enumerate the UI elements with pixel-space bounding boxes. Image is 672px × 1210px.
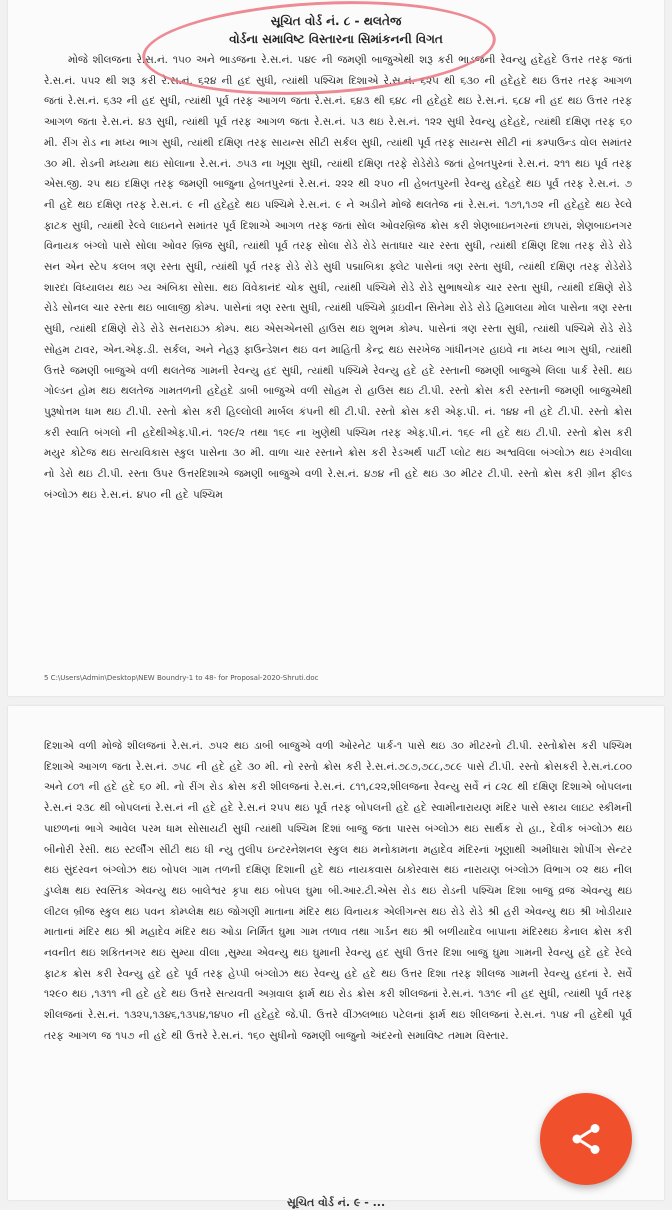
title-block — [8, 0, 664, 48]
share-button[interactable] — [540, 1093, 632, 1185]
document-title: સૂચિત વોર્ડ નં. ૮ - થલતેજ — [270, 14, 402, 28]
footer-file-path: 5 C:\Users\Admin\Desktop\NEW Boundry-1 to 48- for Proposal-2020-Shruti.doc — [44, 674, 319, 682]
boundary-description-paragraph: મોજે શીલજના રે.સ.નં. ૧૫૦ અને ભાડજના રે.સ.નં. ૫૪૯ ની જમણી બાજુએથી શરૂ કરી ભાડજની રેવન્યુ હદેહદે ઉત્તર તરફ જતાં રે.સ.નં. ૫૫૨ થી શરૂ કરી રે.સ.નં. ૬૨૪ ની હદ સુધી, ત્યાંથી પશ્ચિમ દિશાએ રે.સ.નં. ૬૨૫ થી ૬૩૦ ની હદેહદે થઇ ઉત્તર તરફ આગળ જતાં રે.સ.નં. ૬૩૨ ની હદ સુધી, ત્યાંથી પૂર્વ તરફ આગળ જતા રે.સ.નં. ૬૪૩ થી ૬૪૮ ની હદેહદે થઇ રે.સ.નં. ૬૮૪ ની હદ થઇ ઉત્તર તરફ આગળ જતા રે.સ.નં. ૪૩ સુધી, ત્યાંથી પૂર્વ તરફ આગળ જતા રે.સ.નં. ૫૩ થઇ રે.સ.નં. ૧૨૨ સુધી રેવન્યુ હદેહદે, ત્યાંથી દક્ષિણ તરફ ૬૦ મી. રીંગ રોડ ના મધ્ય ભાગ સુધી, ત્યાંથી દક્ષિણ તરફ સાયન્સ સીટી સર્કલ સુધી, ત્યાંથી પૂર્વ તરફ સાયન્સ સીટી નાં કમ્પાઉન્ડ વોલ સમાંતર ૩૦ મી. રોડની મધ્યમા થઇ સોલાના રે.સ.નં. ૭૫૩ ના ખૂણા સુધી, ત્યાંથી દક્ષિણ તરફે રોડેરોડે જતાં હેબતપુરનાં રે.સ.નં. ૨૧૧ થઇ પૂર્વ તરફ એસ.જી. ૨૫ થઇ દક્ષિણ તરફ જમણી બાજુના હેબતપુરનાં રે.સ.નં. ૨૨૨ થી ૨૫૦ ની હેબતપુરની રેવન્યુ હદેહદે થઇ પૂર્વ તરફ રે.સ.નં. ૭ ની હદે થઇ દક્ષિણ તરફ રે.સ.નં. ૯ ની હદેહદે થઇ પશ્ચિમે રે.સ.નં. ૯ ને અડીને મોજે થલતેજ નાં રે.સ.નં. ૧૭૧,૧૭૨ ની હદેહદે થઇ રેલ્વે ફાટક સુધી, ત્યાંથી રેલ્વે લાઇનને સમાંતર પૂર્વ દિશાએ આગળ તરફ જતાં સોલ ઓવરબ્રિજ ક્રોસ કરી શેણબાઇનગરનાં છાપરાં, શેણબાઇનગર વિનાયક બંગ્લો પાસે સોલા ઓવર બ્રિજ સુધી, ત્યાંથી પૂર્વ તરફ સોલા રોડે રોડે સતાધાર ચાર રસ્તા સુધી, ત્યાંથી દક્ષિણ દિશા તરફ રોડે રોડે સન એન સ્ટેપ કલબ ત્રણ રસ્તા સુધી, ત્યાંથી પૂર્વ તરફ રોડે રોડે સુધી પદ્માબિકા ફ્લેટ પાસેનાં ત્રણ રસ્તા સુધી, ત્યાંથી દક્ષિણ તરફ રોડેરોડે શારદા વિધ્યાલય થઇ ગ્ય અંબિકા સોસા. થઇ વિવેકાનંદ ચોક સુધી, ત્યાંથી પશ્ચિમે રોડે રોડે સુભાષચોક ચાર રસ્તા સુધી, ત્યાંથી દક્ષિણે રોડે રોડે સોનલ ચાર રસ્તા થઇ બાલાજી કોમ્પ. પાસેનાં ત્રણ રસ્તા સુધી, ત્યાંથી પશ્ચિમે ડ્રાઇવીન સિનેમા રોડે રોડે હિમાલયા મોલ પાસેના ત્રણ રસ્તા સુધી, ત્યાંથી દક્ષિણે રોડે રોડે સનરાઇઝ કોમ્પ. થઇ એસએનસી હાઉસ થઇ શુભમ કોમ્પ. પાસેનાં ત્રણ રસ્તા સુધી, ત્યાંથી પશ્ચિમે રોડે રોડે સોહમ ટાવર, એન.એફ.ડી. સર્કલ, અને નેહરૂ ફાઉન્ડેશન થઇ વન માહિતી કેન્દ્ર થઇ સરખેજ ગાંધીનગર હાઇવે ના મધ્ય ભાગ સુધી, ત્યાંથી ઉત્તરે જમણી બાજુએ વળી થલતેજ ગામની રેવન્યુ હદ સુધી, ત્યાંથી પશ્ચિમે રેવન્યુ હદે હદે રસ્તાની જમણી બાજુએ લિલા પાર્ક રેસી. થઇ ગોલ્ડન હોમ થઇ થલતેજ ગામતળની હદેહદે ડાબી બાજુએ વળી સોહમ રો હાઉસ થઇ ટી.પી. રસ્તો ક્રોસ કરી રસ્તાની જમણી બાજુએથી પુરૂષોત્તમ ધામ થઇ ટી.પી. રસ્તો ક્રોસ કરી હિલ્લોલી માર્બલ કંપની થી ટી.પી. રસ્તો ક્રોસ કરી એફ.પી. નં. ૧૪૪ ની હદે ટી.પી. રસ્તો ક્રોસ કરી સ્વાતિ બંગલો ની હદેથીએફ.પી.નં. ૧૨૯/૨ તથા ૧૬૯ ના ખુણેથી પશ્ચિમ તરફ એફ.પી.નં. ૧૬૯ ની હદે થઇ ટી.પી. રસ્તો ક્રોસ કરી મયુર કોટેજ થઇ સત્યવિકાસ સ્કુલ પાસેના ૩૦ મી. વાળા ચાર રસ્તાને ક્રોસ કરી રેડઅર્થ પાર્ટી પ્લોટ થઇ અશ્વવિલા બંગ્લોઝ થઇ રંગવીલા નો ડેરો થઇ ટી.પી. રસ્તા ઉપર ઉત્તરદિશાએ જમણી બાજુએ વળી રે.સ.નં. ૪૭૪ ની હદે થઇ ૩૦ મીટર ટી.પી. રસ્તો ક્રોસ કરી ગ્રીન ફીલ્ડ બંગ્લોઝ થઇ રે.સ.નં. ૪૫૦ ની હદે પશ્ચિમ — [44, 54, 632, 501]
share-icon — [568, 1121, 604, 1157]
next-page-title-partial: સૂચિત વોર્ડ નં. ૯ - ... — [286, 1196, 386, 1209]
boundary-description-continuation: દિશાએ વળી મોજે શીલજનાં રે.સ.નં. ૭૫૨ થઇ ડાબી બાજુએ વળી ઓરનેટ પાર્ક-૧ પાસે થઇ ૩૦ મીટરનો ટી.પી. રસ્તોક્રોસ કરી પશ્ચિમ દિશાએ આગળ જતા રે.સ.નં. ૭૫૮ ની હદે હદે ૩૦ મી. નો રસ્તો ક્રોસ કરી રે.સ.નં.૭૮૭,૭૮૮,૭૮૯ પાસે ટી.પી. રસ્તો ક્રોસકરી રે.સ.નં.૮૦૦ અને ૮૦૧ ની હદે હદે ૬૦ મી. નો રીંગ રોડ ક્રોસ કરી શીલજનાં રે.સ.નં. ૮૧૧,૮૨૨,શીલજના રેવન્યુ સર્વે નં ૮૨૮ થી દક્ષિણ દિશાએ બોપલના રે.સ.નં ૨૩૮ થી બોપલનાં રે.સ.નં ની હદે હદે રે.સ.નં ૨૫૫ થઇ પૂર્વ તરફ બોપલની હદે હદે સ્વામીનારાયણ મંદિર પાસે સ્કાય લાઇટ સ્કીમની પાછળનાં ભાગે આવેલ પરમ ધામ સોસાયટી સુધી ત્યાંથી પશ્ચિમ દિશાં બાજુ જતા પારસ બંગ્લોઝ થઇ સાર્થક રો હા., દેવીક બંગ્લોઝ થઇ બીનોરી રેસી. થઇ સ્ટર્લીંગ સીટી થઇ ધી ન્યુ તુલીપ ઇન્ટરનેશનલ સ્કુલ થઇ મનોકામના મહાદેવ મંદિરનાં ખૂણાથી અમીધારા શોપીંગ સેન્ટર થઇ સુંદરવન બંગ્લોઝ થઇ બોપલ ગામ તળની દક્ષિણ દિશાની હદે થઇ નાયકવાસ ઠાકોરવાસ થઇ નારાયણ બંગ્લોઝ વિભાગ ૦૨ થઇ નીલ ડુપ્લેક્ષ થઇ સ્વસ્તિક એવન્યુ થઇ બાલેશ્વર કૃપા થઇ બોપલ ઘુમા બી.આર.ટી.એસ રોડ થઇ રોડની પશ્ચિમ દિશા બાજુ વ્રજ એવન્યુ થઇ લીટલ બ્રીજ સ્કુલ થઇ પવન કોમ્પ્લેક્ષ થઇ જોગણી માતાના મંદિર થઇ વિનાયક એલીગન્સ થઇ રોડે રોડે શ્રી હરી એવન્યુ થઇ શ્રી ખોડીયાર માતાનાં મંદિર થઇ શ્રી મહાદેવ મંદિર થઇ ઓડા નિર્મિત ઘુમા ગામ તળાવ તથા ગાર્ડન થઇ શ્રી બળીયાદેવ બાપાના મંદિરથઇ કેનાલ ક્રોસ કરી નવનીત થઇ શકિતનગર થઇ સુમ્યા વીલા ,સુમ્યા એવન્યુ થઇ ઘુમાની રેવન્યુ હદ સુધી ઉત્તર દિશા બાજુ ઘુમા ગામની રેવન્યુ હદે હદે રેલ્વે ફાટક ક્રોસ કરી રેવન્યુ હદે હદે પૂર્વ તરફ હેપ્પી બંગ્લોઝ થઇ રેવન્યુ હદે હદે થઇ ઉત્તર દિશા તરફ શીલજ ગામની રેવન્યુ હદનાં રે. સર્વે ૧૨૯૦ થઇ ,૧૩૧૧ ની હદે હદે થઇ ઉત્તરે સત્યવતી અગ્રવાલ ફાર્મ થઇ રોડ ક્રોસ કરી શીલજનાં રે.સ.નં. ૧૩૧૯ ની હદ સુધી, ત્યાંથી પૂર્વ તરફ શીલજનાં રે.સ.નં. ૧૩૨૫,૧૩૪૬,૧૩૫૪,૧૪૫૦ ની હદેહદે જે.પી. ઉત્તરે વીંઝલભાઇ પટેલનાં ફાર્મ થઇ શીલજનાં રે.સ.નં. ૧૫૪ ની હદેથી પૂર્વ તરફ આગળ જ ૧૫૭ ની હદે થી ઉત્તરે રે.સ.નં. ૧૬૦ સુધીનો જમણી બાજુનો અંદરનો સમાવિષ્ટ તમામ વિસ્તાર. — [44, 740, 632, 1042]
document-page-1 — [8, 0, 664, 696]
document-subtitle: વોર્ડના સમાવિષ્ટ વિસ્તારના સિમાંકનની વિગત — [229, 32, 443, 46]
